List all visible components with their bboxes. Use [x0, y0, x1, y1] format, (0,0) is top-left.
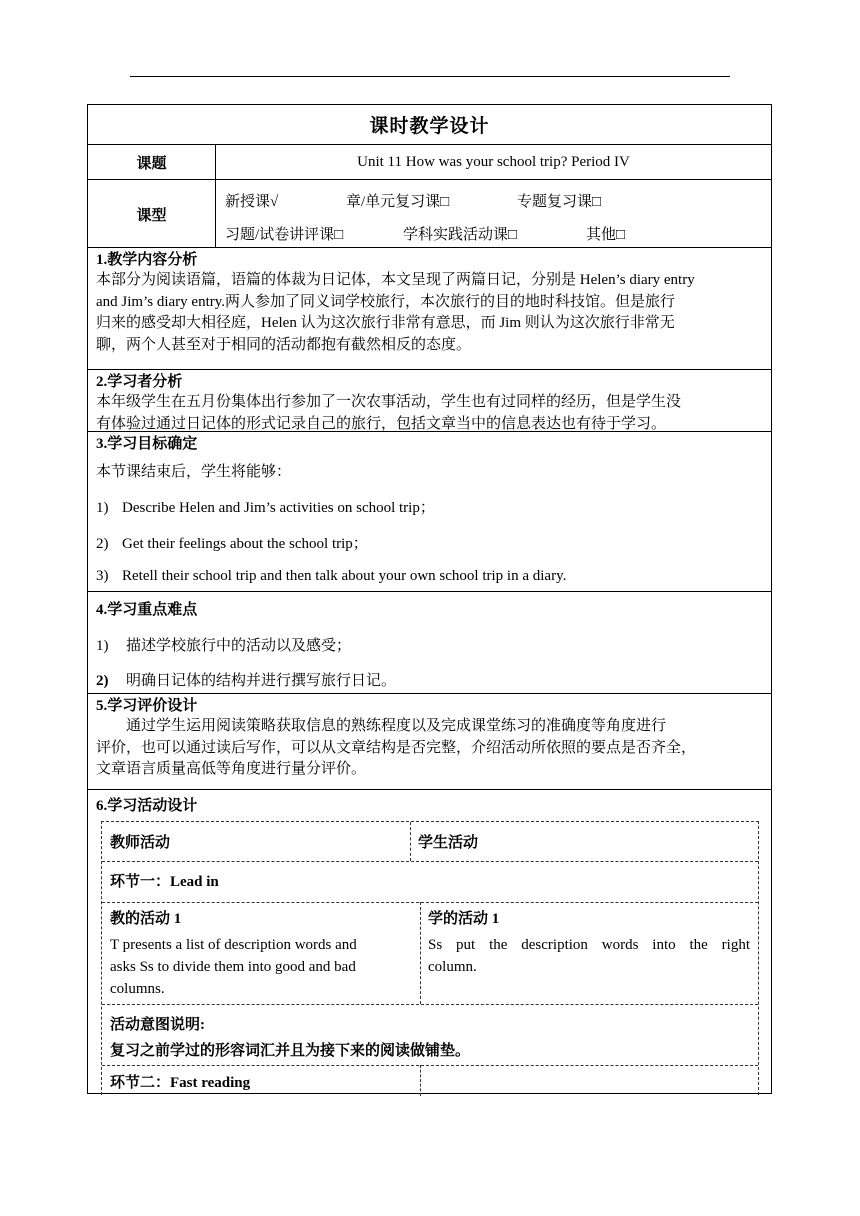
section-heading: 6.学习活动设计 [96, 798, 198, 814]
section-heading: 1.教学内容分析 [96, 252, 198, 268]
section-heading: 4.学习重点难点 [96, 602, 198, 618]
doc-title: 课时教学设计 [369, 116, 490, 137]
student-activity-1 [420, 902, 758, 1004]
activity-intent [102, 1004, 758, 1065]
objective-text: Describe Helen and Jim’s activities on school trip； [122, 500, 435, 516]
paragraph-line: 评价，也可以通过读后写作，可以从文章结构是否完整，介绍活动所依照的要点是否齐全， [96, 739, 697, 756]
type-label: 课型 [88, 180, 216, 248]
objective-number: 1) [96, 500, 109, 516]
paragraph-line: 归来的感受却大相径庭，Helen 认为这次旅行非常有意思，而 Jim 则认为这次旅行非常无 [96, 315, 675, 331]
section-heading: 3.学习目标确定 [96, 436, 198, 452]
paragraph-line: 通过学生运用阅读策略获取信息的熟练程度以及完成课堂练习的准确度等角度进行 [126, 718, 667, 734]
activity-text-line: column. [428, 959, 477, 975]
section-heading: 2.学习者分析 [96, 374, 183, 390]
topic-value: Unit 11 How was your school trip? Period IV [357, 154, 630, 170]
paragraph-line: 聊，两个人甚至对于相同的活动都抱有截然相反的态度。 [96, 336, 472, 353]
activity-text-line: columns. [110, 981, 165, 997]
lesson-design-table [87, 104, 772, 1094]
topic-row [88, 144, 771, 179]
activity-text-line: Ss put the description words into the right [428, 937, 750, 953]
stage-one-label: 环节一：Lead in [110, 874, 219, 890]
type-options [216, 180, 771, 248]
objectives-intro: 本节课结束后，学生将能够： [96, 464, 292, 480]
key-point-item [96, 669, 763, 690]
key-point-number: 2) [96, 673, 109, 689]
paragraph-line: 文章语言质量高低等角度进行量分评价。 [96, 761, 367, 777]
activity-text-line: T presents a list of description words and [110, 937, 357, 953]
paragraph-line: and Jim’s diary entry.两人参加了同义词学校旅行，本次旅行的目的地时科技馆。但是旅行 [96, 293, 676, 310]
type-option-practice: 学科实践活动课□ [403, 227, 518, 243]
intent-label: 活动意图说明: [110, 1017, 205, 1033]
section-key-points [88, 591, 771, 693]
student-column-header: 学生活动 [418, 835, 479, 851]
type-option-topic-review: 专题复习课□ [517, 194, 602, 210]
type-option-other: 其他□ [586, 227, 626, 243]
objective-text: Get their feelings about the school trip； [122, 536, 368, 552]
stage-two-label: 环节二：Fast reading [110, 1075, 251, 1091]
section-learner-analysis [88, 369, 771, 431]
key-point-text: 描述学校旅行中的活动以及感受； [126, 638, 352, 654]
objective-item [96, 568, 763, 585]
section-heading: 5.学习评价设计 [96, 698, 198, 714]
paragraph-line: 本年级学生在五月份集体出行参加了一次农事活动，学生也有过同样的经历，但是学生没 [96, 394, 682, 410]
student-activity-title: 学的活动 1 [428, 911, 500, 927]
key-point-number: 1) [96, 638, 109, 654]
objective-number: 3) [96, 568, 109, 584]
teacher-activity-1 [102, 902, 420, 1004]
type-option-exercise: 习题/试卷讲评课□ [225, 227, 344, 243]
teacher-column-header: 教师活动 [110, 835, 171, 851]
paragraph-line: 本部分为阅读语篇，语篇的体裁为日记体，本文呈现了两篇日记，分别是 Helen’s diary entry [96, 272, 695, 288]
objective-text: Retell their school trip and then talk about your own school trip in a diary. [122, 568, 567, 584]
activity-table [101, 821, 759, 1095]
type-row [88, 179, 771, 247]
intent-text: 复习之前学过的形容词汇并且为接下来的阅读做铺垫。 [110, 1043, 471, 1059]
section-evaluation [88, 693, 771, 789]
objective-item [96, 532, 763, 553]
header-rule [130, 76, 730, 77]
type-option-new: 新授课√ [225, 194, 279, 210]
column-divider [420, 1065, 421, 1096]
topic-label: 课题 [88, 145, 216, 180]
section-content-analysis [88, 247, 771, 369]
paragraph-line: 有体验过通过日记体的形式记录自己的旅行，包括文章当中的信息表达也有待于学习。 [96, 415, 667, 432]
objective-item [96, 496, 763, 517]
key-point-text: 明确日记体的结构并进行撰写旅行日记。 [126, 673, 397, 689]
teacher-activity-title: 教的活动 1 [110, 911, 182, 927]
section-objectives [88, 431, 771, 591]
activity-text-line: asks Ss to divide them into good and bad [110, 959, 356, 975]
type-option-unit-review: 章/单元复习课□ [346, 194, 450, 210]
key-point-item [96, 634, 763, 655]
objective-number: 2) [96, 536, 109, 552]
